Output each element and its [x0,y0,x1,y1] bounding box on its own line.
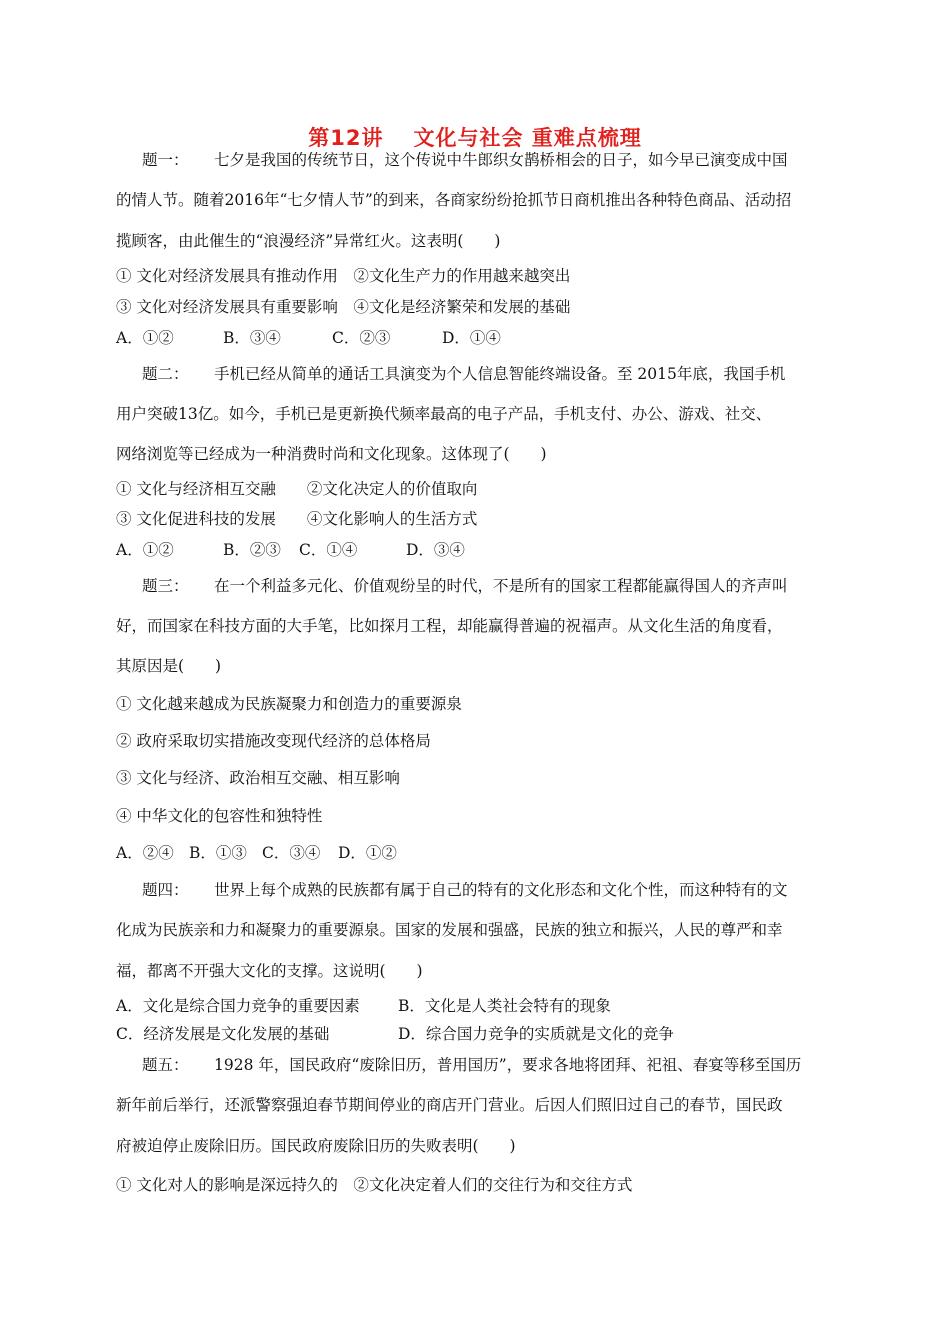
choice-c: C．经济发展是文化发展的基础 [116,1025,330,1043]
question-4-choices-row-2 [116,1024,674,1044]
choice-b: B．①③ [189,844,247,862]
question-3-statement-4: ④ 中华文化的包容性和独特性 [116,807,323,825]
question-2-choices [116,540,465,560]
question-4-label: 题四： [142,881,189,899]
question-4-stem-line-1: 题四： 世界上每个成熟的民族都有属于自己的特有的文化形态和文化个性，而这种特有的文 [142,881,788,899]
question-3-choices [116,843,397,863]
question-3-stem-line-1: 题三： 在一个利益多元化、价值观纷呈的时代，不是所有的国家工程都能赢得国人的齐声叫 [142,577,788,595]
choice-c: C．②③ [332,329,391,347]
question-4-stem-line-2: 化成为民族亲和力和凝聚力的重要源泉。国家的发展和强盛，民族的独立和振兴，人民的尊严和幸 [116,921,783,939]
question-2-statement-2: ③ 文化促进科技的发展 ④文化影响人的生活方式 [116,510,478,528]
question-5-statement-1: ① 文化对人的影响是深远持久的 ②文化决定着人们的交往行为和交往方式 [116,1176,633,1194]
question-5-stem-line-2: 新年前后举行，还派警察强迫春节期间停业的商店开门营业。后因人们照旧过自己的春节，国民政 [116,1096,783,1114]
choice-d: D．①② [338,844,397,862]
question-3-label: 题三： [142,577,189,595]
question-2-stem-line-2: 用户突破13亿。如今，手机已是更新换代频率最高的电子产品，手机支付、办公、游戏、社交、 [116,405,772,423]
lecture-topic: 文化与社会 重难点梳理 [413,126,642,150]
question-2-label: 题二： [142,365,189,383]
choice-d: D．③④ [406,541,465,559]
choice-c: C．①④ [299,541,358,559]
question-4-stem-line-3: 福，都离不开强大文化的支撑。这说明( ) [116,962,423,980]
question-4-choices-row-1 [116,996,611,1016]
question-5-stem-line-1: 题五： 1928 年，国民政府“废除旧历，普用国历”，要求各地将团拜、祀祖、春宴等移至国历 [142,1056,802,1074]
question-3-statement-2: ② 政府采取切实措施改变现代经济的总体格局 [116,732,431,750]
question-1-label: 题一： [142,151,189,169]
choice-a: A．①② [116,329,174,347]
choice-b: B．②③ [223,541,281,559]
question-2-stem-line-1: 题二： 手机已经从简单的通话工具演变为个人信息智能终端设备。至 2015年底，我国手机 [142,365,786,383]
choice-a: A．②④ [116,844,174,862]
page-title [0,122,950,152]
question-3-stem-line-3: 其原因是( ) [116,657,222,675]
lecture-number: 第12讲 [308,126,384,150]
question-2-stem-line-3: 网络浏览等已经成为一种消费时尚和文化现象。这体现了( ) [116,445,547,463]
question-1-stem-line-2: 的情人节。随着2016年“七夕情人节”的到来，各商家纷纷抢抓节日商机推出各种特色商品、活动招 [116,191,792,209]
question-1-stem-line-1: 题一： 七夕是我国的传统节日，这个传说中牛郎织女鹊桥相会的日子，如今早已演变成中国 [142,151,788,169]
choice-a: A．①② [116,541,174,559]
question-3-statement-1: ① 文化越来越成为民族凝聚力和创造力的重要源泉 [116,695,462,713]
choice-a: A．文化是综合国力竞争的重要因素 [116,997,360,1015]
question-3-stem-line-2: 好，而国家在科技方面的大手笔，比如探月工程，却能赢得普遍的祝福声。从文化生活的角度看， [116,617,783,635]
choice-d: D．综合国力竞争的实质就是文化的竞争 [398,1025,674,1043]
choice-b: B．③④ [223,329,281,347]
choice-b: B．文化是人类社会特有的现象 [398,997,611,1015]
question-5-stem-line-3: 府被迫停止废除旧历。国民政府废除旧历的失败表明( ) [116,1137,516,1155]
question-5-label: 题五： [142,1056,189,1074]
question-2-statement-1: ① 文化与经济相互交融 ②文化决定人的价值取向 [116,480,478,498]
question-1-choices [116,328,501,348]
question-1-statement-1: ① 文化对经济发展具有推动作用 ②文化生产力的作用越来越突出 [116,267,571,285]
question-1-stem-line-3: 揽顾客，由此催生的“浪漫经济”异常红火。这表明( ) [116,232,501,250]
question-3-statement-3: ③ 文化与经济、政治相互交融、相互影响 [116,769,400,787]
choice-d: D．①④ [442,329,501,347]
question-1-statement-2: ③ 文化对经济发展具有重要影响 ④文化是经济繁荣和发展的基础 [116,298,571,316]
choice-c: C．③④ [262,844,321,862]
